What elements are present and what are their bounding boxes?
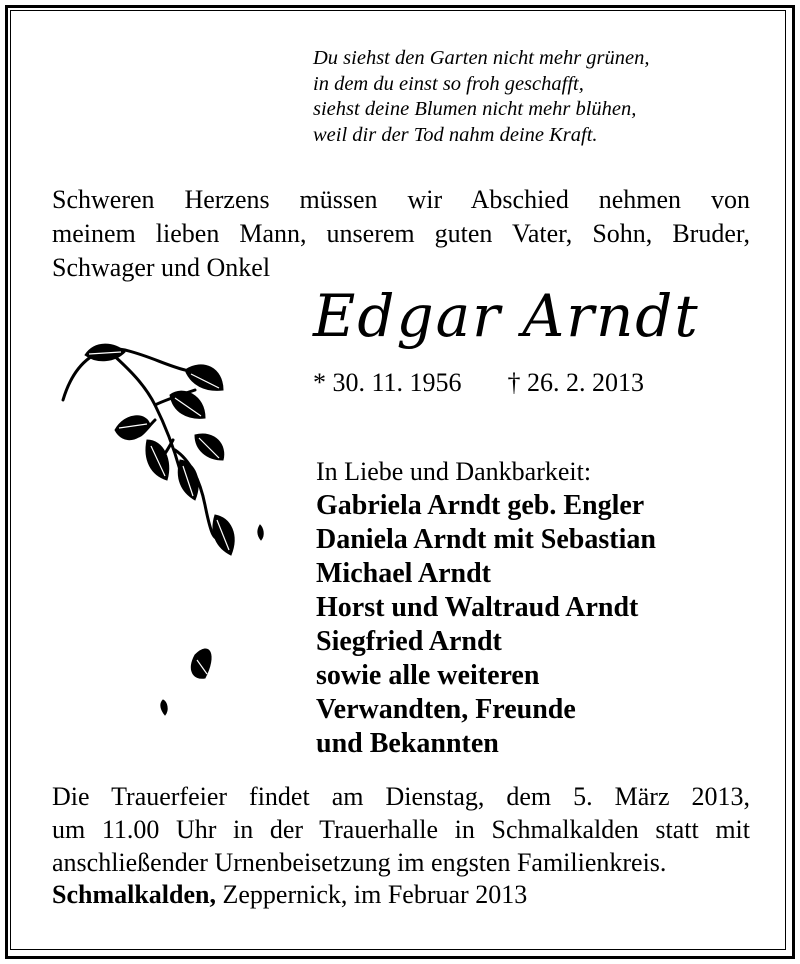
mourner-name: sowie alle weiteren xyxy=(316,660,540,691)
poem xyxy=(313,46,650,148)
mourner-name: Daniela Arndt mit Sebastian xyxy=(316,524,656,555)
mourner-name: Michael Arndt xyxy=(316,558,491,589)
poem-line: weil dir der Tod nahm deine Kraft. xyxy=(313,123,598,146)
service-line: um 11.00 Uhr in der Trauerhalle in Schmalkalden statt mit xyxy=(52,815,750,844)
deceased-name: Edgar Arndt xyxy=(313,282,700,350)
place-date xyxy=(52,880,527,910)
poem-line: in dem du einst so froh geschafft, xyxy=(313,72,584,95)
poem-line: siehst deine Blumen nicht mehr blühen, xyxy=(313,98,637,120)
intro-text xyxy=(52,183,750,285)
mourner-name: Verwandten, Freunde xyxy=(316,694,576,725)
place-rest: Zeppernick, im Februar 2013 xyxy=(216,880,528,909)
place-town: Schmalkalden, xyxy=(52,880,216,909)
life-dates xyxy=(313,368,644,398)
intro-line: Schweren Herzens müssen wir Abschied nehmen von xyxy=(52,185,750,214)
mourner-name: Gabriela Arndt geb. Engler xyxy=(316,490,645,521)
mourners-intro: In Liebe und Dankbarkeit: xyxy=(316,457,592,486)
service-line: Die Trauerfeier findet am Dienstag, dem 5. März 2013, xyxy=(52,782,750,811)
service-info xyxy=(52,780,750,879)
death-date: † 26. 2. 2013 xyxy=(507,368,645,397)
mourner-name: Siegfried Arndt xyxy=(316,626,502,657)
mourners xyxy=(316,455,656,761)
leaf-branch-icon xyxy=(55,330,285,730)
mourner-name: und Bekannten xyxy=(316,728,499,759)
poem-line: Du siehst den Garten nicht mehr grünen, xyxy=(313,47,650,69)
birth-date: * 30. 11. 1956 xyxy=(313,368,462,397)
intro-line: meinem lieben Mann, unserem guten Vater, Sohn, Bruder, xyxy=(52,219,750,248)
service-line: anschließender Urnenbeisetzung im engsten Familienkreis. xyxy=(52,848,667,877)
intro-line: Schwager und Onkel xyxy=(52,253,271,282)
mourner-name: Horst und Waltraud Arndt xyxy=(316,592,639,623)
